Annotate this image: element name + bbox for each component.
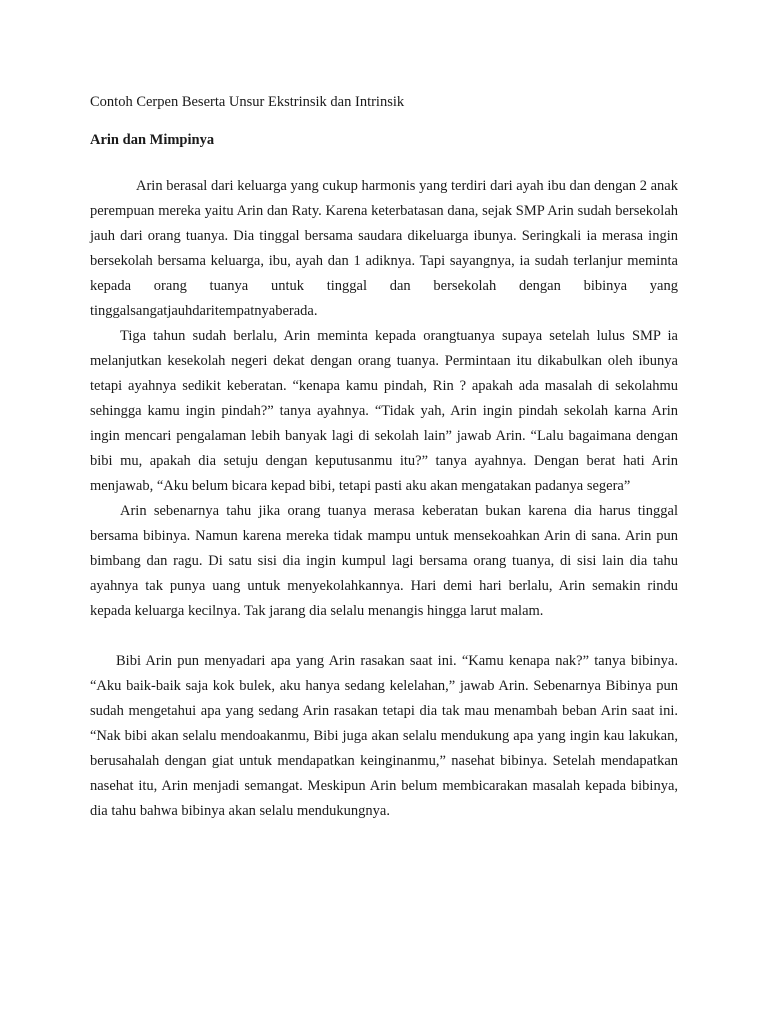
story-title: Arin dan Mimpinya (90, 132, 215, 148)
paragraph-1: Arin berasal dari keluarga yang cukup harmonis yang terdiri dari ayah ibu dan dengan 2 anak perempuan mereka yaitu Arin dan Raty. Karena keterbatasan dana, sejak SMP Arin sudah bersekolah jauh dari orang tuanya. Dia tinggal bersama saudara dikeluarga ibunya. Seringkali ia merasa ingin bersekolah bersama keluarga, ibu, ayah dan 1 adiknya. Tapi sayangnya, ia sudah terlanjur meminta kepada orang tuanya untuk tinggal dan bersekolah dengan bibinya yang tinggalsangatjauhdaritempatnyaberada. (90, 178, 678, 319)
paragraph-3: Arin sebenarnya tahu jika orang tuanya merasa keberatan bukan karena dia harus tinggal bersama bibinya. Namun karena mereka tidak mampu untuk mensekoahkan Arin di sana. Arin pun bimbang dan ragu. Di satu sisi dia ingin kumpul lagi bersama orang tuanya, di sisi lain dia tahu ayahnya tak punya uang untuk menyekolahkannya. Hari demi hari berlalu, Arin semakin rindu kepada keluarga kecilnya. Tak jarang dia selalu menangis hingga larut malam. (90, 503, 678, 619)
paragraph-4: Bibi Arin pun menyadari apa yang Arin rasakan saat ini. “Kamu kenapa nak?” tanya bibinya. “Aku baik-baik saja kok bulek, aku hanya sedang kelelahan,” jawab Arin. Sebenarnya Bibinya pun sudah mengetahui apa yang sedang Arin rasakan tetapi dia tak mau menambah beban Arin saat ini. “Nak bibi akan selalu mendoakanmu, Bibi juga akan selalu mendukung apa yang ingin kau lakukan, berusahalah dengan giat untuk mendapatkan keinginanmu,” nasehat bibinya. Setelah mendapatkan nasehat itu, Arin menjadi semangat. Meskipun Arin belum membicarakan masalah kepada bibinya, dia tahu bahwa bibinya akan selalu mendukungnya. (90, 653, 678, 819)
document-page (90, 92, 678, 824)
paragraph-2: Tiga tahun sudah berlalu, Arin meminta kepada orangtuanya supaya setelah lulus SMP ia melanjutkan kesekolah negeri dekat dengan orang tuanya. Permintaan itu dikabulkan oleh ibunya tetapi ayahnya sedikit keberatan. “kenapa kamu pindah, Rin ? apakah ada masalah di sekolahmu sehingga kamu ingin pindah?” tanya ayahnya. “Tidak yah, Arin ingin pindah sekolah karna Arin ingin mencari pengalaman lebih banyak lagi di sekolah lain” jawab Arin. “Lalu bagaimana dengan bibi mu, apakah dia setuju dengan keputusanmu itu?” tanya ayahnya. Dengan berat hati Arin menjawab, “Aku belum bicara kepad bibi, tetapi pasti aku akan mengatakan padanya segera” (90, 328, 678, 494)
document-heading: Contoh Cerpen Beserta Unsur Ekstrinsik dan Intrinsik (90, 94, 405, 110)
